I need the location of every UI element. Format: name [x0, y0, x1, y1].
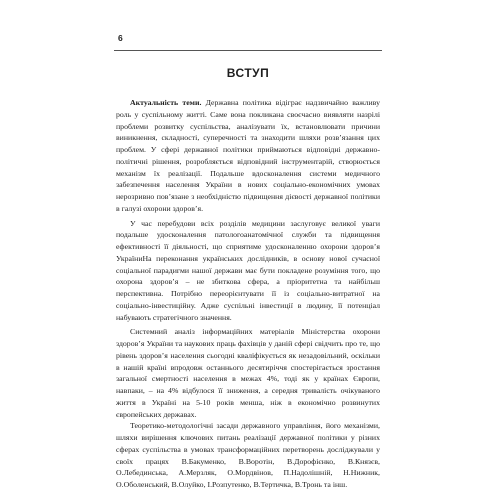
- paragraph-lead: Актуальність теми.: [130, 98, 202, 107]
- page-number: 6: [118, 33, 123, 43]
- paragraph-relevance: [116, 97, 380, 215]
- paragraph-text: Державна політика відіграє надзвичайно важливу роль у суспільному житті. Саме вона покликана своєчасно виявляти назрілі проблеми розвитку суспільства, аналізувати їх, встановлювати причини виникнення, складності, суперечності та знаходити шляхи розв’язання цих проблем. У сфері державної політики приймаються відповідні державно-політичні рішення, розробляється відповідний інструментарій, створюється механізм їх реалізації. Подальше вдосконалення системи медичного забезпечення населення України в нових соціально-економічних умовах нерозривно пов’язане з необхідністю підвищення дієвості державної політики в галузі охорони здоров’я.: [116, 98, 380, 213]
- header-rule: [114, 50, 382, 51]
- paragraph-reform: У час перебудови всіх розділів медицини заслуговує великої уваги подальше удосконалення патологоанатомічної служби та підвищення ефективності її діяльності, що сприятиме удосконаленню охорони здоров’я УкраїниНа переконання українських дослідників, в основу нової сучасної соціальної парадигми нашої держави має бути покладене розуміння того, що охорона здоров’я – не збиткова сфера, а пріоритетна та найбільш перспективна. Потрібно переорієнтувати її із соціально-витратної на соціально-інвестиційну. Адже суспільні інвестиції в людину, її потенціал набувають стратегічного значення.: [116, 218, 380, 322]
- body-text: [116, 97, 380, 491]
- paragraph-analysis: Системний аналіз інформаційних матеріалів Міністерства охорони здоров’я України та наукових праць фахівців у даній сфері свідчить про те, що рівень здоров’я населення сьогодні кваліфікується як незадовільний, оскільки в нашій країні впродовж останнього десятиріччя спостерігається зростання загальної смертності населення в межах 4%, тоді як у країнах Європи, навпаки, – на 4% відбулося її зниження, а середня тривалість очікуваного життя в Україні на 5-10 років менша, ніж в економічно розвинутих європейських державах.: [116, 327, 380, 419]
- paragraph-methodology: Теоретико-методологічні засади державного управління, його механізми, шляхи вирішення ключових питань реалізації державної політики у різних сферах суспільства в умовах трансформаційних перетворень досліджували у своїх працях В.Бакуменко, В.Воротін, В.Дорофієнко, В.Князєв, О.Лебединська, А.Мерзляк, О.Мордвінов, П.Надолішній, Н.Нижник, О.Оболенський, В.Олуйко, І.Розпутенко, В.Тертичка, В.Тронь та інш.: [116, 421, 380, 489]
- section-title: ВСТУП: [226, 66, 270, 80]
